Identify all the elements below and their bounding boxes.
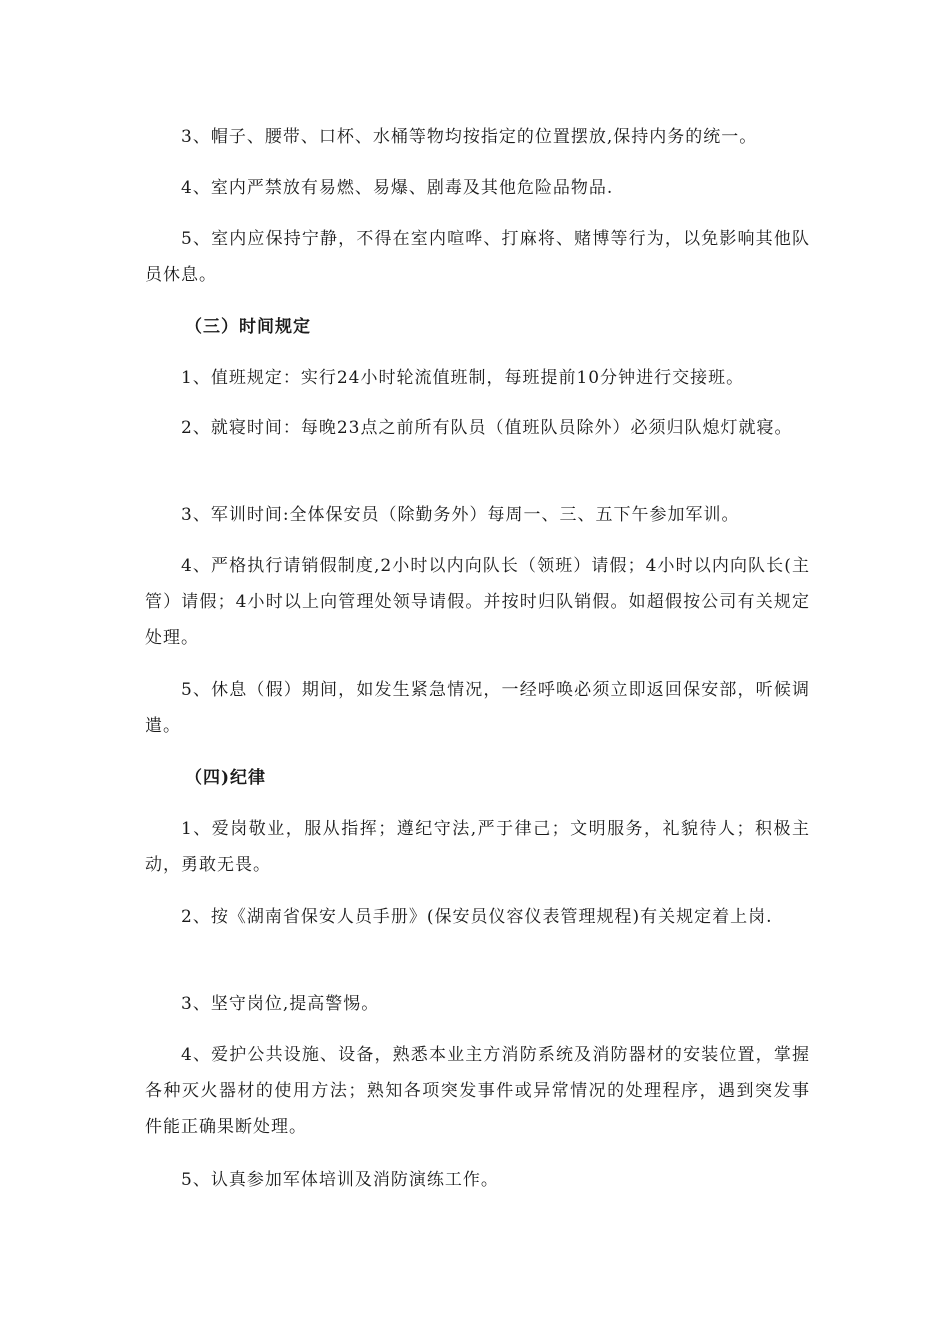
section3-item-2: 2、就寝时间：每晚23点之前所有队员（值班队员除外）必须归队熄灯就寝。 <box>181 418 793 438</box>
section3-heading: （三）时间规定 <box>185 317 311 337</box>
section4-heading: （四)纪律 <box>185 768 267 788</box>
section4-item-3: 3、坚守岗位,提高警惕。 <box>181 994 380 1014</box>
section4-item-4: 4、爱护公共设施、设备，熟悉本业主方消防系统及消防器材的安装位置，掌握各种灭火器材的使用方法；熟知各项突发事件或异常情况的处理程序，遇到突发事件能正确果断处理。 <box>145 1045 810 1137</box>
section4-item-1: 1、爱岗敬业，服从指挥；遵纪守法,严于律己；文明服务，礼貌待人；积极主动，勇敢无畏。 <box>145 819 810 875</box>
section4-item-2: 2、按《湖南省保安人员手册》(保安员仪容仪表管理规程)有关规定着上岗. <box>181 907 773 927</box>
section4-item-5: 5、认真参加军体培训及消防演练工作。 <box>181 1170 499 1190</box>
section3-item-1: 1、值班规定：实行24小时轮流值班制，每班提前10分钟进行交接班。 <box>181 368 745 388</box>
section2-item-5: 5、室内应保持宁静，不得在室内喧哗、打麻将、赌博等行为，以免影响其他队员休息。 <box>145 229 810 285</box>
section2-item-3: 3、帽子、腰带、口杯、水桶等物均按指定的位置摆放,保持内务的统一。 <box>181 127 758 147</box>
section2-item-4: 4、室内严禁放有易燃、易爆、剧毒及其他危险品物品. <box>181 178 614 198</box>
section3-item-5: 5、休息（假）期间，如发生紧急情况，一经呼唤必须立即返回保安部，听候调遣。 <box>145 680 810 736</box>
section3-item-3: 3、军训时间:全体保安员（除勤务外）每周一、三、五下午参加军训。 <box>181 505 740 525</box>
section3-item-4: 4、严格执行请销假制度,2小时以内向队长（领班）请假；4小时以内向队长(主管）请假；4小时以上向管理处领导请假。并按时归队销假。如超假按公司有关规定处理。 <box>145 556 810 648</box>
